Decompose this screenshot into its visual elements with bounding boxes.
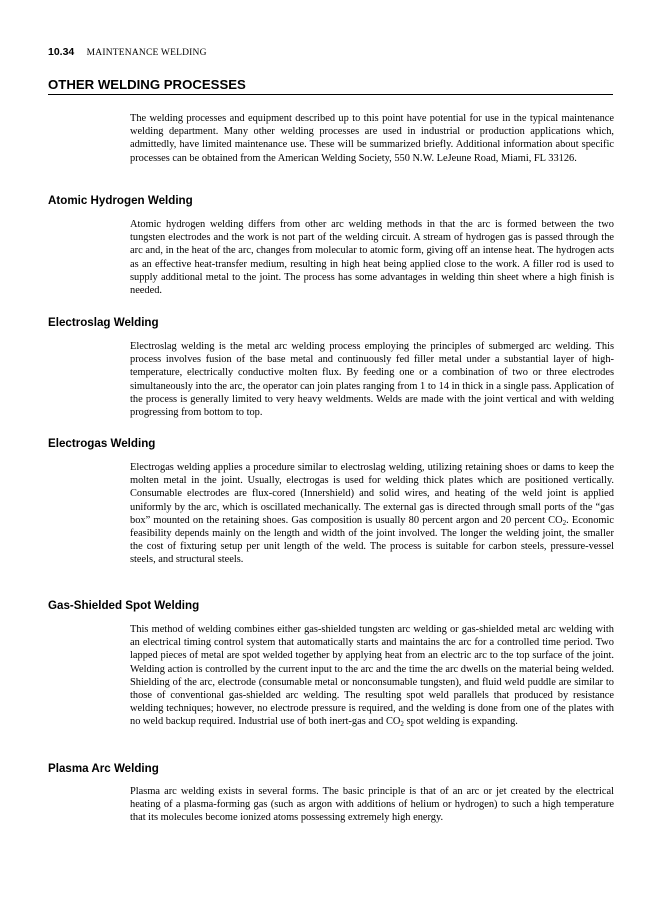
section-heading-plasma-arc: Plasma Arc Welding (48, 762, 159, 775)
intro-paragraph: The welding processes and equipment described up to this point have potential for use in the typical maintenance welding department. Many other welding processes are used in industrial or production applications which, admittedly, have limited maintenance use. These will be summarized briefly. Additional information about specific processes can be obtained from the American Welding Society, 550 N.W. LeJeune Road, Miami, FL 33126. (130, 113, 614, 164)
section-body-plasma-arc: Plasma arc welding exists in several forms. The basic principle is that of an arc or jet created by the electrical heating of a plasma-forming gas (such as argon with additions of helium or hydrogen) to such a high temperature that its molecules become ionized atoms possessing extremely high energy. (130, 786, 614, 824)
section-body-electrogas (130, 461, 614, 567)
title-rule (48, 94, 613, 95)
running-title: MAINTENANCE WELDING (86, 48, 207, 58)
co2-subscript: 2 (400, 720, 404, 729)
electrogas-text-part-2: . Economic feasibility depends mainly on the length and width of the joint involved. The longer the welding joint, the smaller the cost of fixturing setup per unit length of the weld. The process is suitable for carbon steels, pressure-vessel steels, and structural steels. (130, 514, 615, 566)
chapter-title: OTHER WELDING PROCESSES (48, 77, 246, 92)
section-heading-electrogas: Electrogas Welding (48, 437, 156, 450)
spot-welding-text-part-2: spot welding is expanding. (403, 716, 518, 728)
running-header (48, 46, 207, 58)
page-number: 10.34 (48, 46, 75, 58)
section-heading-gas-shielded-spot: Gas-Shielded Spot Welding (48, 599, 200, 612)
co2-subscript: 2 (562, 518, 567, 527)
section-body-gas-shielded-spot (130, 623, 614, 729)
spot-welding-text-part-1: This method of welding combines either gas-shielded tungsten arc welding or gas-shielded metal arc welding with an electrical timing control system that automatically starts and maintains the arc for a controlled time period. Two lapped pieces of metal are spot welded together by applying heat from an electric arc to the top surface of the joint. Welding action is controlled by the current input to the arc and the time the arc dwells on the material being welded. Shielding of the arc, electrode (consumable metal or nonconsumable tungsten), and fluid weld puddle are similar to those of conventional gas-shielded arc welding. The resulting spot weld parallels that produced by resistance welding techniques; however, no electrode pressure is required, and the welding is done from one of the plates with no weld backup required. Industrial use of both inert-gas and CO (130, 624, 614, 728)
section-heading-electroslag: Electroslag Welding (48, 316, 159, 329)
section-body-electroslag: Electroslag welding is the metal arc welding process employing the principles of submerged arc welding. This process involves fusion of the base metal and continuously fed filler metal under a substantial layer of high-temperature, electrically conductive molten flux. By feeding one or a combination of two or three electrodes simultaneously into the arc, the operator can join plates ranging from 1 to 14 in thick in a single pass. Application of the process is generally limited to very heavy weldments. Welds are made with the joint vertical and with welding progressing from bottom to top. (130, 341, 614, 419)
section-heading-atomic-hydrogen: Atomic Hydrogen Welding (48, 194, 193, 207)
electrogas-text-part-1: Electrogas welding applies a procedure similar to electroslag welding, utilizing retaining shoes or dams to keep the molten metal in the joint. Usually, electrogas is used for welding thick plates which are positioned vertically. Consumable electrodes are flux-cored (Innershield) and solid wires, and heating of the weld joint is applied uniformly by the arc, which is oscillated mechanically. The external gas is directed through small ports of the “gas box” mounted on the retaining shoes. Gas composition is usually 80 percent argon and 20 percent CO (130, 462, 614, 526)
section-body-atomic-hydrogen: Atomic hydrogen welding differs from other arc welding methods in that the arc is formed between the two tungsten electrodes and the work is not part of the welding circuit. A stream of hydrogen gas is passed through the arc and, in the heat of the arc, changes from molecular to atomic form, giving off an intense heat. The hydrogen acts as an effective heat-transfer medium, resulting in high heat being applied close to the work. A filler rod is used to supply additional metal to the joint. The process has some advantages in welding thin sheet where a high finish is needed. (130, 219, 614, 297)
